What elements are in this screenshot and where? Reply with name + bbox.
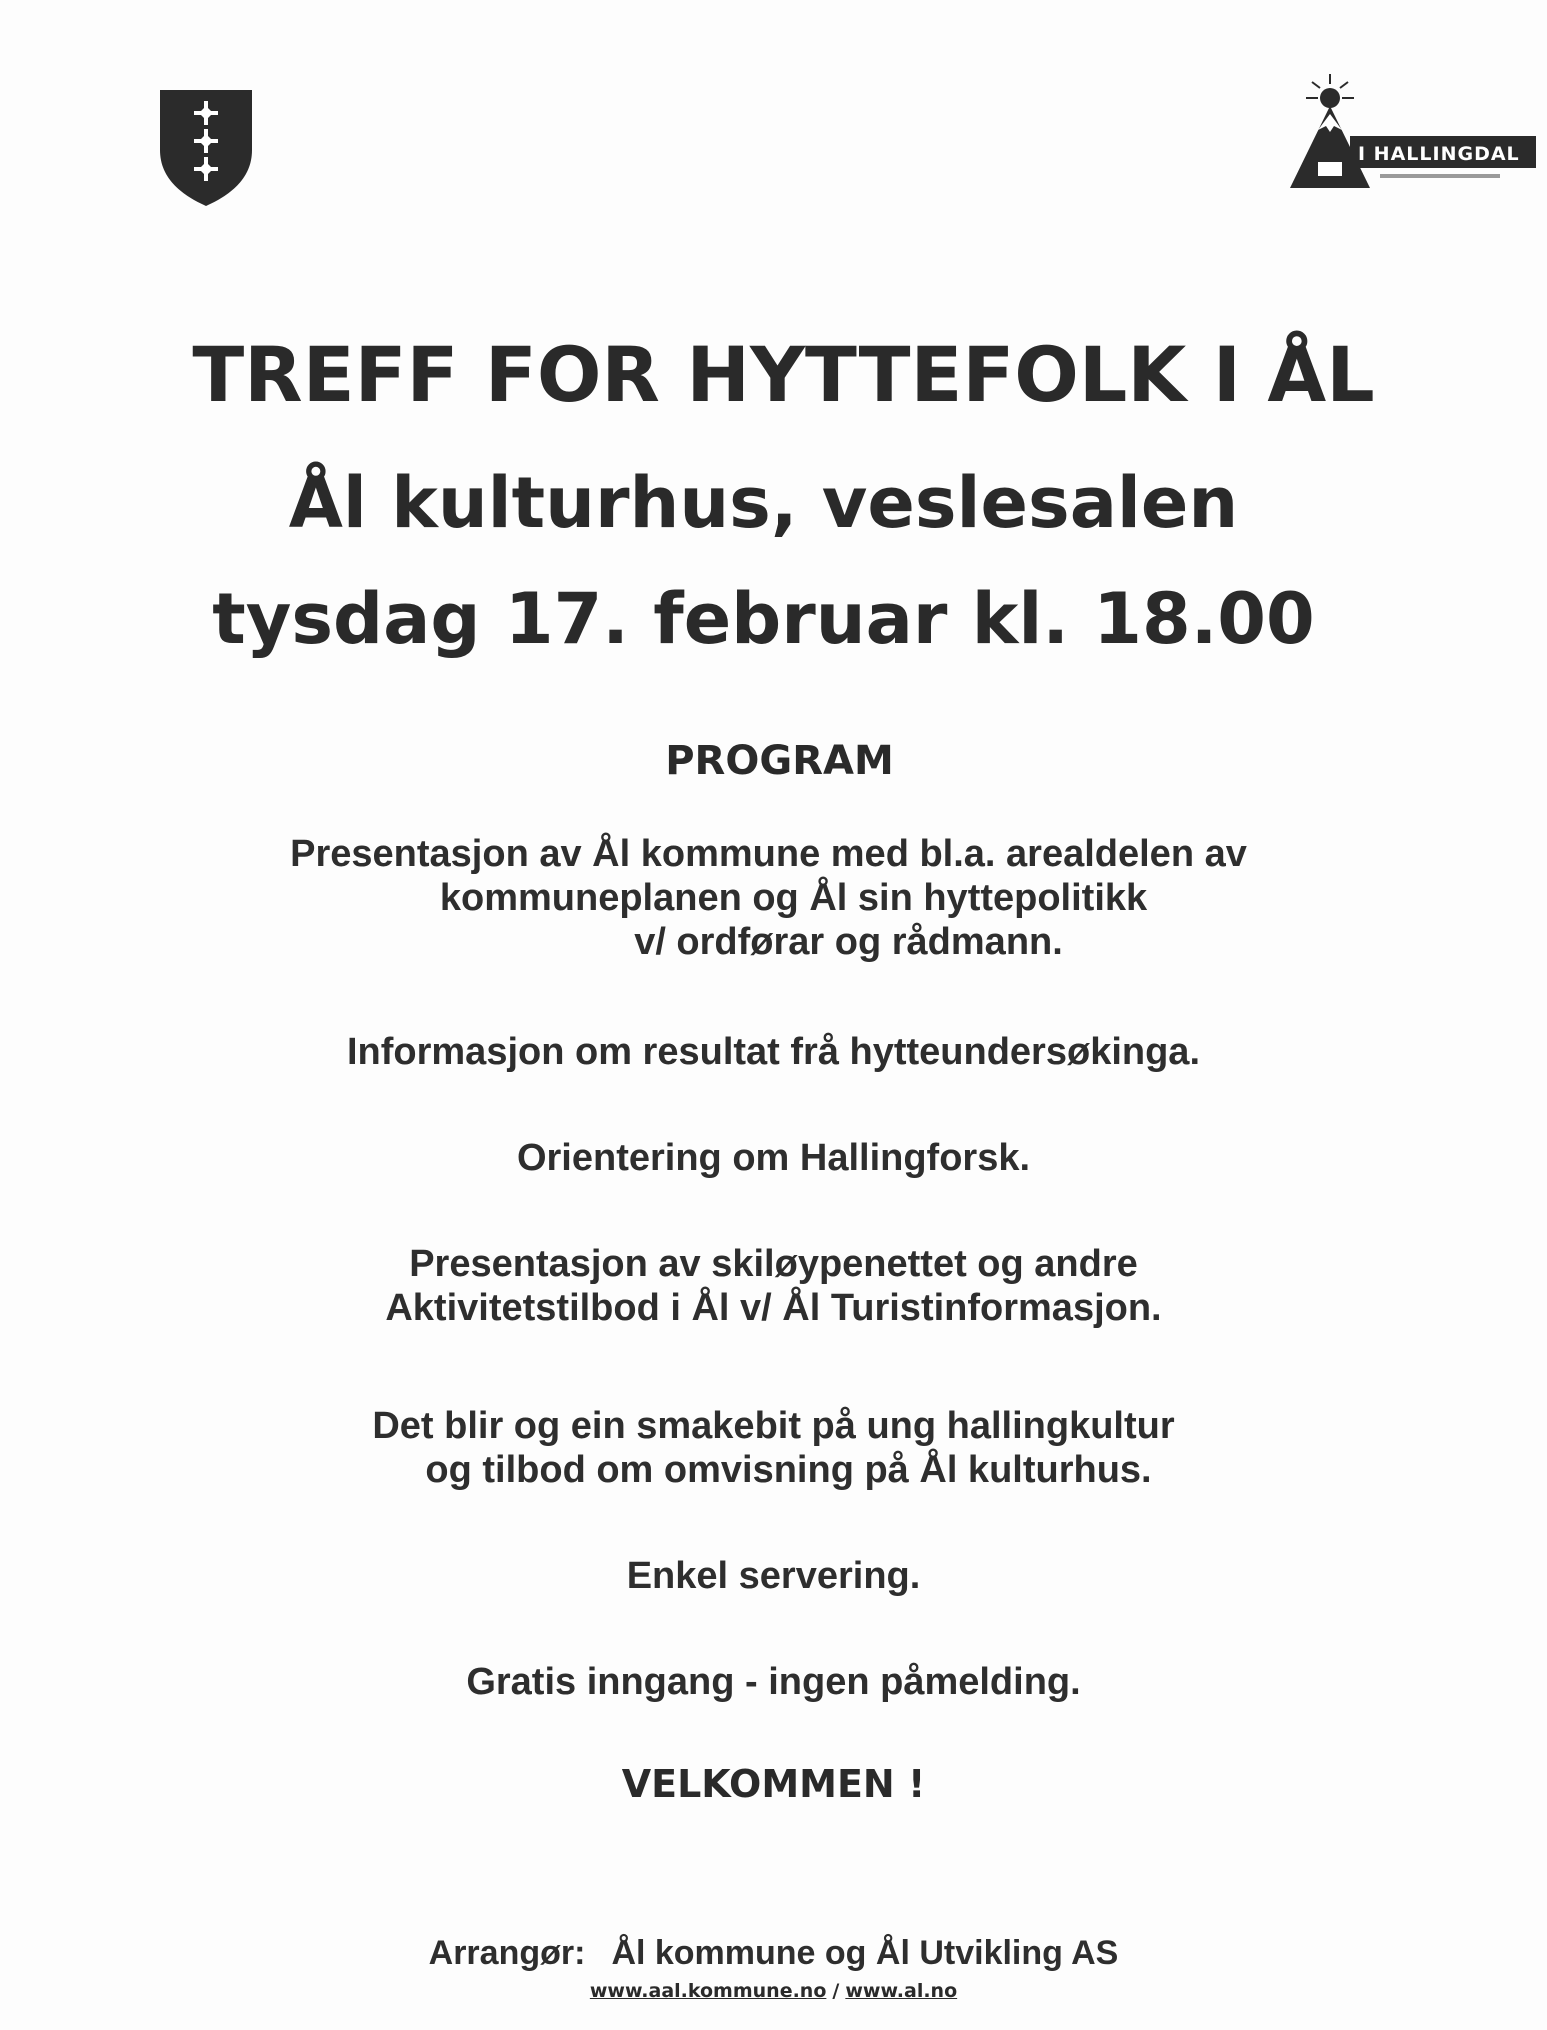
- event-datetime: tysdag 17. februar kl. 18.00: [212, 578, 1315, 660]
- website-link-municipality[interactable]: www.aal.kommune.no: [589, 1980, 827, 2002]
- program-item-line: Aktivitetstilbod i Ål v/ Ål Turistinformasjon.: [385, 1287, 1162, 1329]
- program-item-line: v/ ordførar og rådmann.: [634, 921, 1063, 963]
- program-item-line: og tilbod om omvisning på Ål kulturhus.: [425, 1449, 1152, 1491]
- program-item-line: Informasjon om resultat frå hytteundersøkinga.: [346, 1031, 1201, 1073]
- welcome-text: VELKOMMEN !: [621, 1762, 926, 1806]
- program-item: [0, 1136, 1547, 1180]
- program-item-line: Presentasjon av skiløypenettet og andre: [409, 1243, 1138, 1285]
- organizer-value: Ål kommune og Ål Utvikling AS: [611, 1934, 1119, 1972]
- website-separator: /: [832, 1980, 840, 2002]
- program-item: [0, 1030, 1547, 1074]
- event-venue: Ål kulturhus, veslesalen: [288, 462, 1239, 544]
- program-heading: PROGRAM: [665, 738, 894, 784]
- program-item-line: Orientering om Hallingforsk.: [516, 1137, 1031, 1179]
- program-item: [0, 1660, 1547, 1704]
- website-link-al[interactable]: www.al.no: [845, 1980, 958, 2002]
- al-i-hallingdal-logo: [1288, 70, 1538, 194]
- program-item-line: Enkel servering.: [626, 1555, 921, 1597]
- organizer-label: Arrangør:: [428, 1934, 586, 1972]
- organizer-line: [0, 1934, 1547, 1973]
- program-item: [0, 1404, 1547, 1492]
- event-title: TREFF FOR HYTTEFOLK I ÅL: [192, 330, 1375, 419]
- program-item-line: kommuneplanen og Ål sin hyttepolitikk: [439, 877, 1148, 919]
- program-item-line: Presentasjon av Ål kommune med bl.a. arealdelen av: [290, 833, 1247, 875]
- program-item: [0, 832, 1547, 964]
- svg-text:I HALLINGDAL: I HALLINGDAL: [1358, 143, 1520, 165]
- coat-of-arms-icon: [158, 88, 254, 208]
- program-item: [0, 1554, 1547, 1598]
- websites: [0, 1980, 1547, 2002]
- program-item-line: Det blir og ein smakebit på ung hallingkultur: [372, 1405, 1175, 1447]
- program-item: [0, 1242, 1547, 1330]
- program-item-line: Gratis inngang - ingen påmelding.: [466, 1661, 1081, 1703]
